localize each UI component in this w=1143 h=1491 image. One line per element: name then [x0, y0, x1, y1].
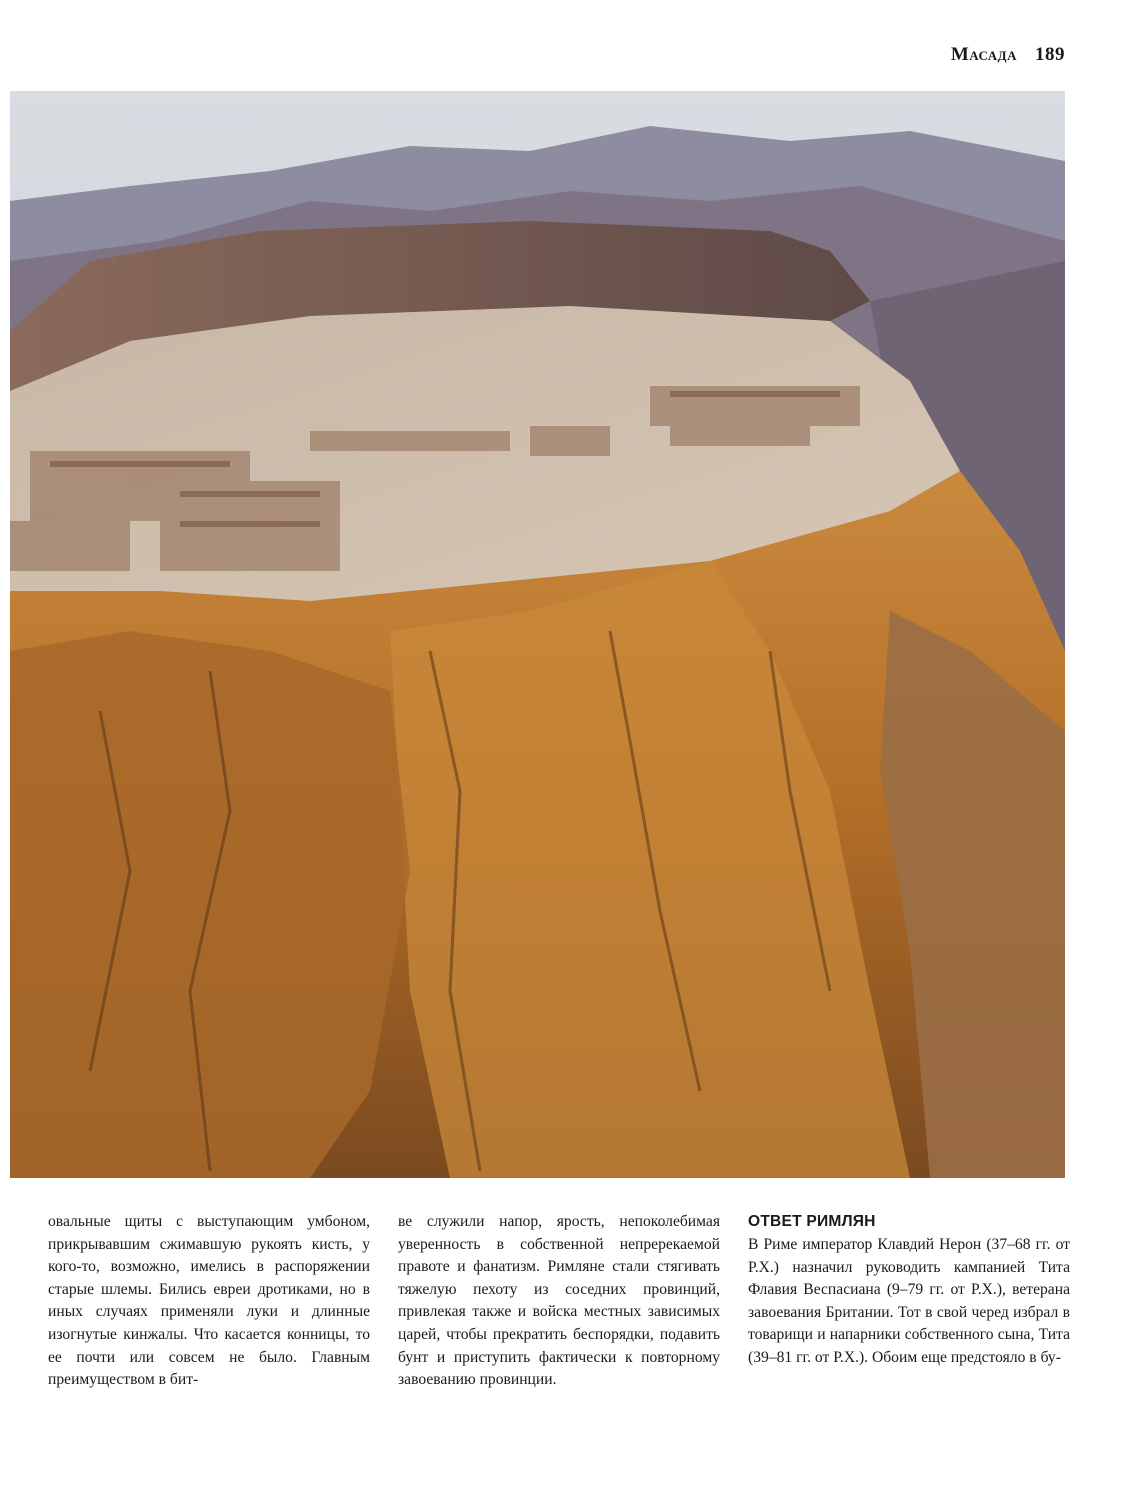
section-heading: ОТВЕТ РИМЛЯН [748, 1213, 876, 1230]
fortress-photo [10, 91, 1065, 1178]
section-title: Масада [950, 44, 1017, 65]
page-number: 189 [1035, 44, 1065, 65]
text-column-3 [748, 1211, 1070, 1370]
paragraph: В Риме император Клавдий Нерон (37–68 гг. от Р.Х.) назначил руководить кампанией Тита Флавия Веспасиана (9–79 гг. от Р.Х.), ветерана завоевания Британии. Тот в свой черед избрал в товарищи и напарники собственного сына, Тита (39–81 гг. от Р.Х.). Обоим еще предстояло в бу- [748, 1236, 1070, 1366]
paragraph: овальные щиты с выступающим умбоном, прикрывавшим сжимавшую рукоять кисть, у кого-то, возможно, имелись в распоряжении старые шлемы. Бились евреи дротиками, но в иных случаях применяли луки и длинные изогнутые кинжалы. Что касается конницы, то ее почти или совсем не было. Главным преимуществом в бит- [48, 1213, 370, 1389]
photo-illustration [10, 91, 1065, 1178]
paragraph: ве служили напор, ярость, непоколебимая уверенность в собственной непререкаемой правоте и фанатизм. Римляне стали стягивать тяжелую пехоту из соседних провинций, привлекая также и войска местных зависимых царей, чтобы прекратить беспорядки, подавить бунт и приступить фактически к повторному завоеванию провинции. [398, 1213, 720, 1389]
text-column-1 [48, 1211, 370, 1392]
running-head [951, 44, 1065, 66]
text-column-2 [398, 1211, 720, 1392]
